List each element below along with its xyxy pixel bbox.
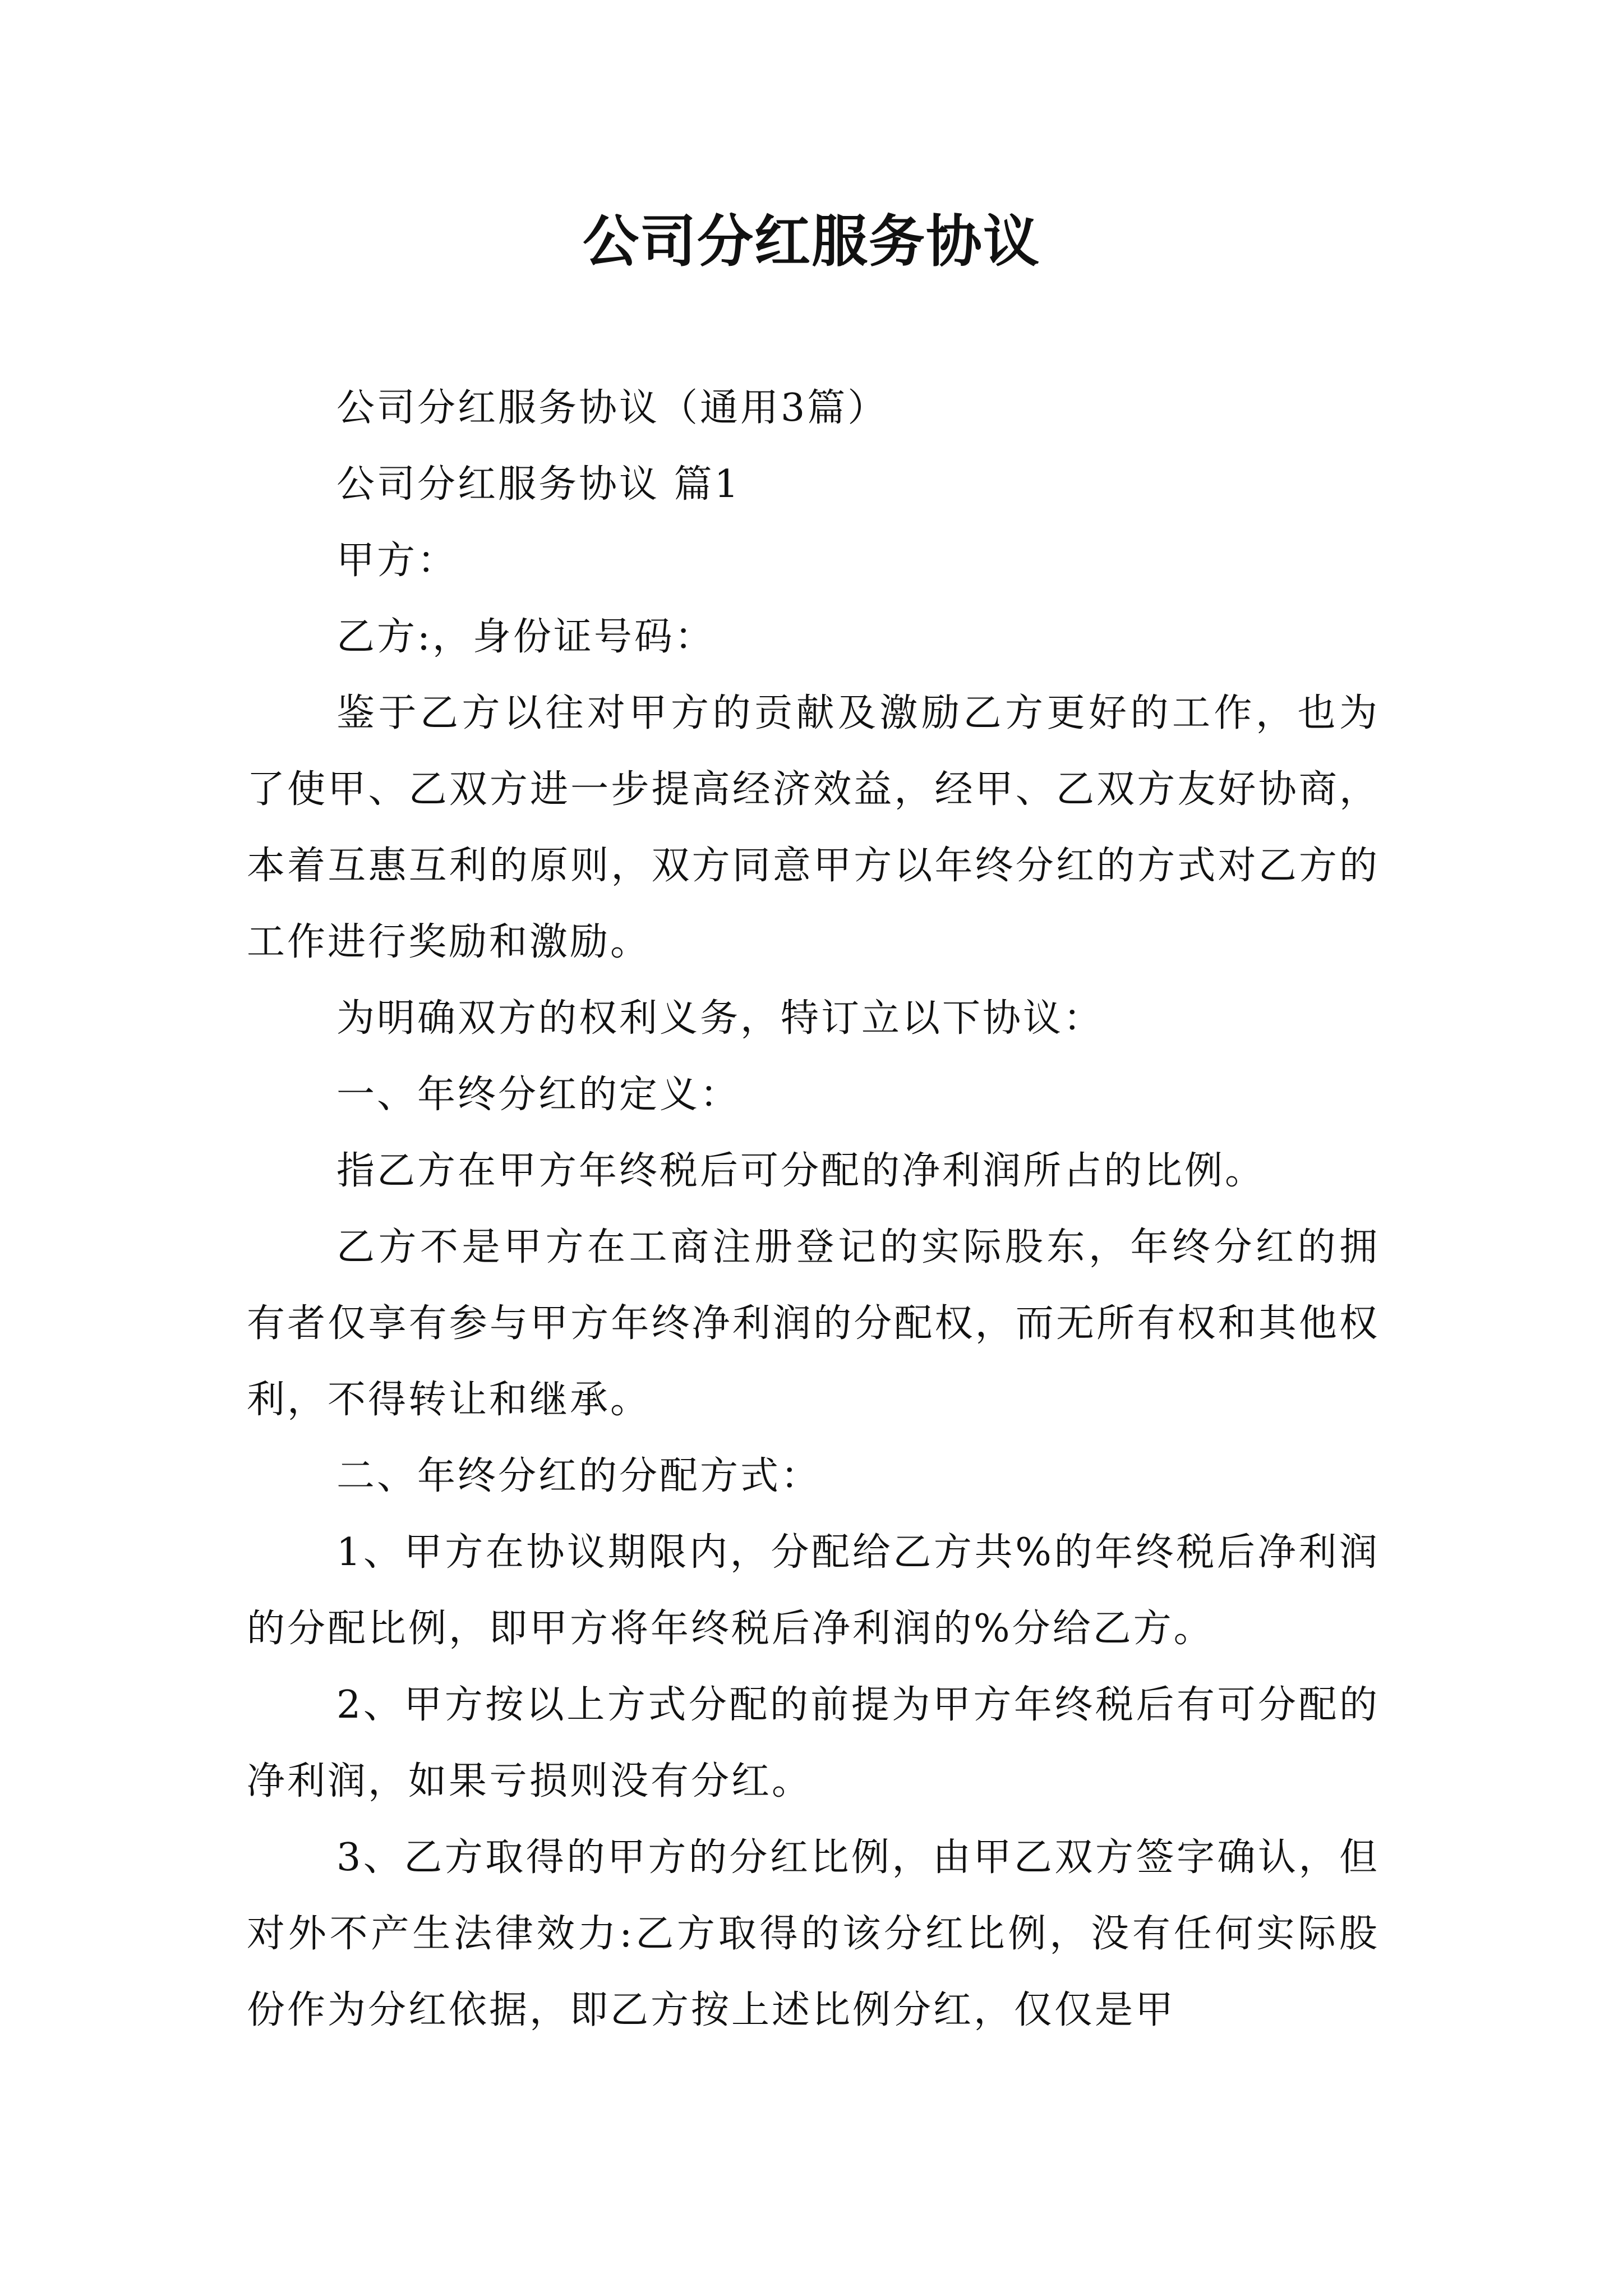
paragraph-heading-distribution: 二、年终分红的分配方式：	[336, 1454, 822, 1498]
paragraph-clause-3: 3、乙方取得的甲方的分红比例，由甲乙双方签字确认，但对外不产生法律效力:乙方取得的该分红比例，没有任何实际股份作为分红依据，即乙方按上述比例分红，仅仅是甲	[247, 1835, 1380, 2032]
paragraph-clause-2: 2、甲方按以上方式分配的前提为甲方年终税后有可分配的净利润，如果亏损则没有分红。	[247, 1683, 1380, 1803]
paragraph-preamble: 鉴于乙方以往对甲方的贡献及激励乙方更好的工作，也为了使甲、乙双方进一步提高经济效益，经甲、乙双方友好协商，本着互惠互利的原则，双方同意甲方以年终分红的方式对乙方的工作进行奖励和激励。	[247, 691, 1380, 964]
paragraph-subtitle: 公司分红服务协议（通用3篇）	[336, 386, 888, 430]
paragraph-rights: 乙方不是甲方在工商注册登记的实际股东，年终分红的拥有者仅享有参与甲方年终净利润的分配权，而无所有权和其他权利，不得转让和继承。	[247, 1225, 1380, 1422]
document-body	[247, 370, 1380, 2049]
paragraph-party-a: 甲方：	[336, 539, 458, 583]
paragraph-heading-definition: 一、年终分红的定义：	[336, 1073, 741, 1117]
document-title: 公司分红服务协议	[583, 208, 1040, 274]
paragraph-party-b: 乙方:，身份证号码：	[336, 615, 715, 659]
paragraph-clause-1: 1、甲方在协议期限内，分配给乙方共%的年终税后净利润的分配比例，即甲方将年终税后净利润的%分给乙方。	[247, 1530, 1380, 1651]
paragraph-definition: 指乙方在甲方年终税后可分配的净利润所占的比例。	[336, 1149, 1266, 1193]
paragraph-section-heading: 公司分红服务协议 篇1	[336, 462, 741, 507]
paragraph-purpose: 为明确双方的权利义务，特订立以下协议：	[336, 996, 1104, 1041]
